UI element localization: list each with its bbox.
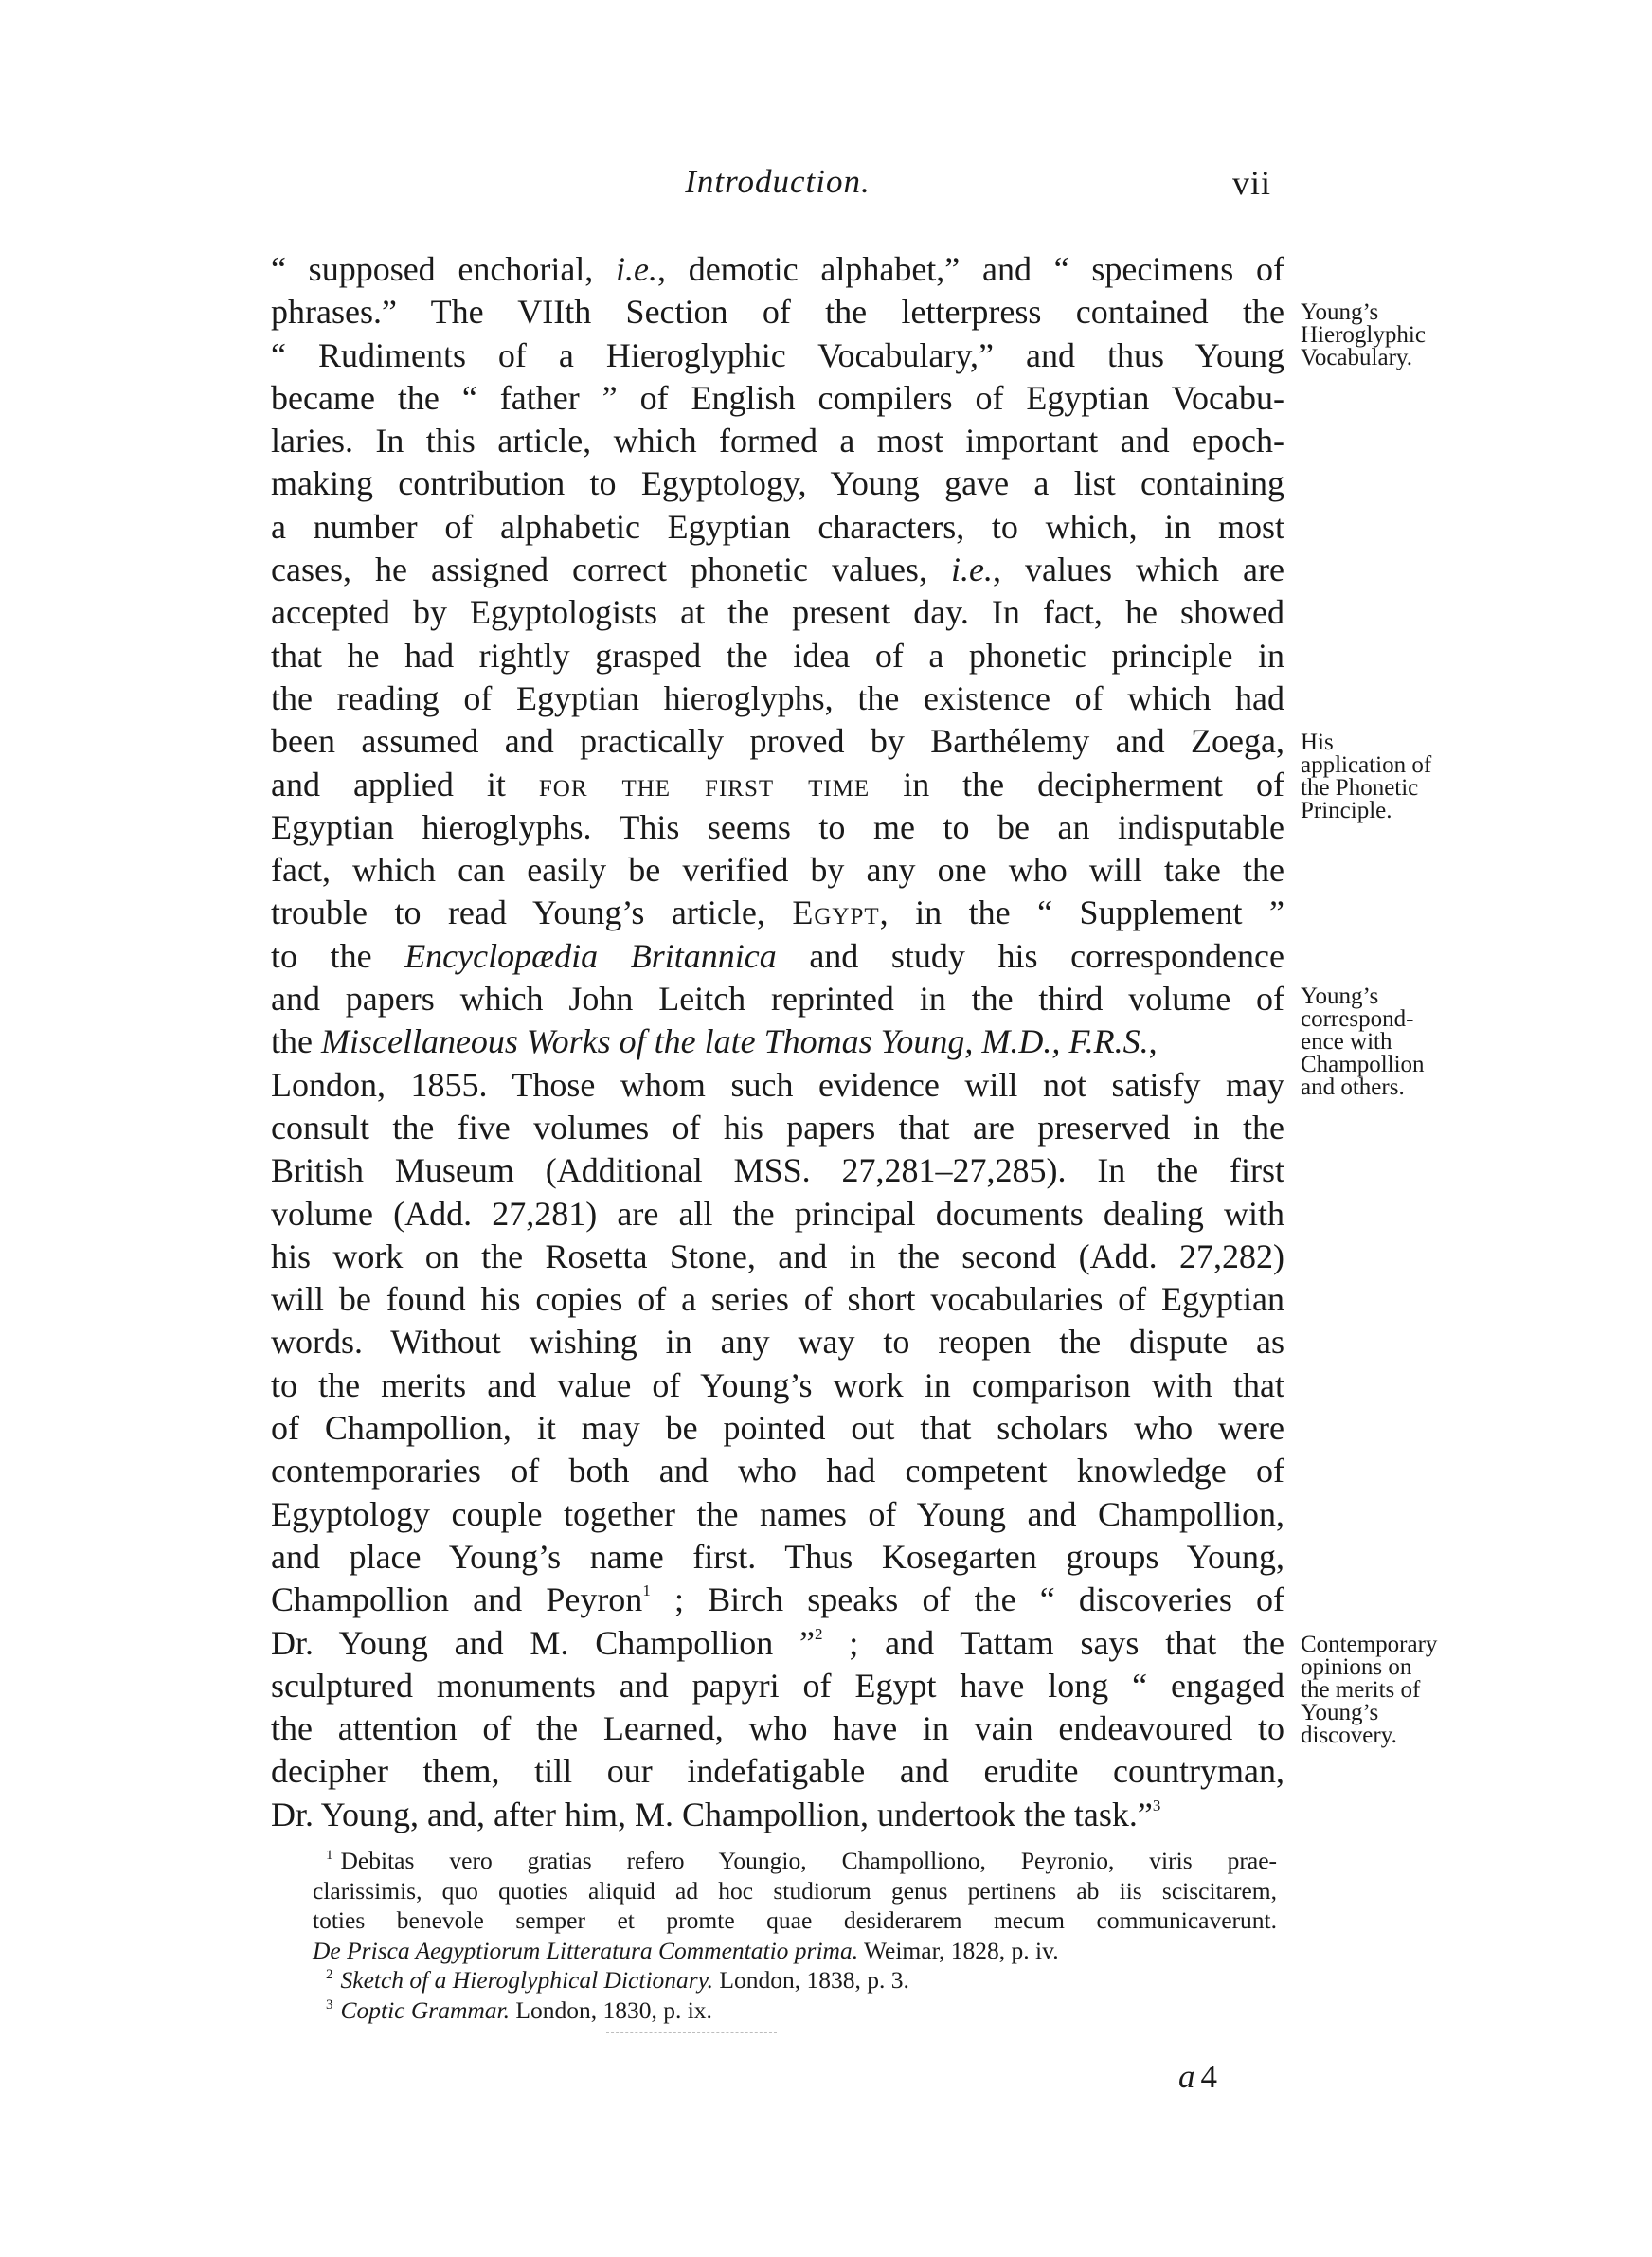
body-line	[271, 1107, 1284, 1149]
body-line	[271, 677, 1284, 720]
sidenote-line: His	[1301, 730, 1334, 755]
text-run: the	[271, 1022, 321, 1061]
footnotes	[313, 1846, 1277, 2025]
sidenote-line: the merits of	[1301, 1677, 1421, 1703]
text-run: London, 1838, p. 3.	[713, 1966, 909, 1994]
text-run: “ Rudiments of a Hieroglyphic Vocabulary,” and thus Young	[271, 335, 1284, 374]
text-run: decipher them, till our indefatigable and erudite countryman,	[271, 1752, 1284, 1791]
body-line	[271, 849, 1284, 892]
body-line	[271, 720, 1284, 763]
text-run: and study his correspondence	[776, 936, 1284, 975]
footnote-line	[313, 1876, 1277, 1906]
body-line	[271, 1622, 1284, 1665]
main-text-block	[271, 248, 1284, 1836]
text-run: a number of alphabetic Egyptian characters, to which, in most	[271, 507, 1284, 546]
body-line	[271, 1064, 1284, 1107]
sidenote-line: Contemporary	[1301, 1632, 1438, 1657]
body-line	[271, 978, 1284, 1020]
footnote-reference: 3	[326, 1996, 333, 2013]
body-line	[271, 1278, 1284, 1321]
body-line	[271, 248, 1284, 291]
text-run: Egyptian hieroglyphs. This seems to me to be an indisputable	[271, 807, 1284, 846]
body-line	[271, 806, 1284, 849]
body-line	[271, 1236, 1284, 1278]
body-line	[271, 591, 1284, 634]
sidenote-line: the Phonetic	[1301, 775, 1419, 801]
body-line	[271, 635, 1284, 677]
text-run: Dr. Young and M. Champollion ”	[271, 1623, 815, 1662]
footnote-line	[313, 1995, 1277, 2026]
body-line	[271, 935, 1284, 978]
text-run: Champollion and Peyron	[271, 1580, 643, 1619]
text-run: and place Young’s name first. Thus Kosegarten groups Young,	[271, 1537, 1284, 1576]
body-line	[271, 1579, 1284, 1621]
text-run: words. Without wishing in any way to reopen the dispute as	[271, 1323, 1284, 1362]
page-number: vii	[1231, 164, 1271, 202]
sidenote-line: ence with	[1301, 1029, 1392, 1055]
body-line	[271, 1665, 1284, 1707]
body-line	[271, 377, 1284, 420]
sidenote-line: application of	[1301, 752, 1432, 778]
body-line	[271, 1750, 1284, 1793]
text-run: Coptic Grammar.	[340, 1995, 511, 2024]
body-line	[271, 334, 1284, 377]
body-line	[271, 506, 1284, 549]
sidenote-line: Young’s	[1301, 299, 1379, 325]
text-run: and papers which John Leitch reprinted in the third volume of	[271, 980, 1284, 1019]
body-line	[271, 1364, 1284, 1407]
text-run: accepted by Egyptologists at the present day. In fact, he showed	[271, 593, 1284, 632]
body-line	[271, 764, 1284, 806]
footnote-reference: 1	[326, 1848, 333, 1863]
body-line	[271, 1407, 1284, 1450]
sidenote-application-of-phonetic-principle	[1301, 731, 1490, 822]
text-run: of Champollion, it may be pointed out that scholars who were	[271, 1409, 1284, 1448]
text-run: ; Birch speaks of the “ discoveries of	[650, 1580, 1285, 1619]
text-run: British Museum (Additional MSS. 27,281–27,285). In the first	[271, 1151, 1284, 1190]
text-run: volume (Add. 27,281) are all the principal documents dealing with	[271, 1194, 1284, 1233]
text-run: De Prisca Aegyptiorum Litteratura Commentatio prima.	[313, 1936, 859, 1964]
text-run: became the “ father ” of English compilers of Egyptian Vocabu-	[271, 378, 1284, 417]
text-run: phrases.” The VIIth Section of the letterpress contained the	[271, 293, 1284, 332]
text-run: London, 1855. Those whom such evidence will not satisfy may	[271, 1065, 1284, 1104]
sidenote-line: Principle.	[1301, 798, 1392, 823]
text-run: Debitas vero gratias refero Youngio, Champolliono, Peyronio, viris prae-	[340, 1847, 1277, 1874]
text-run: i.e.	[616, 250, 657, 288]
text-run: consult the five volumes of his papers that are preserved in the	[271, 1108, 1284, 1147]
text-run: , demotic alphabet,” and “ specimens of	[657, 250, 1284, 288]
footnote-line	[313, 1846, 1277, 1876]
text-run: fact, which can easily be verified by any one who will take the	[271, 851, 1284, 890]
text-run: Egypt	[792, 894, 880, 932]
text-run: contemporaries of both and who had competent knowledge of	[271, 1452, 1284, 1490]
text-run: Encyclopædia Britannica	[404, 936, 777, 975]
sidenote-youngs-correspondence	[1301, 985, 1490, 1099]
body-line	[271, 1149, 1284, 1192]
sidenote-line: correspond-	[1301, 1006, 1414, 1032]
footnote-reference: 2	[326, 1967, 333, 1982]
body-line	[271, 291, 1284, 334]
sidenote-line: Young’s	[1301, 1700, 1379, 1725]
body-line	[271, 1493, 1284, 1536]
text-run: , in the “ Supplement ”	[879, 894, 1284, 932]
text-run: ,	[1148, 1022, 1158, 1061]
signature-mark	[1178, 2058, 1217, 2096]
body-line	[271, 1794, 1284, 1836]
text-run: cases, he assigned correct phonetic values,	[271, 551, 951, 589]
text-run: Sketch of a Hieroglyphical Dictionary.	[340, 1966, 714, 1994]
sidenote-line: Vocabulary.	[1301, 345, 1413, 370]
text-run: that he had rightly grasped the idea of a phonetic principle in	[271, 636, 1284, 675]
body-line	[271, 892, 1284, 934]
text-run: for the first time	[538, 765, 871, 803]
body-line	[271, 1707, 1284, 1750]
text-run: been assumed and practically proved by Barthélemy and Zoega,	[271, 722, 1284, 761]
text-run: to the	[271, 936, 405, 975]
sidenote-contemporary-opinions	[1301, 1634, 1490, 1747]
text-run: and applied it	[271, 765, 539, 803]
footnote-reference: 2	[815, 1624, 823, 1643]
sidenote-line: opinions on	[1301, 1654, 1412, 1680]
body-line	[271, 1536, 1284, 1579]
body-line	[271, 1450, 1284, 1492]
text-run: the attention of the Learned, who have in vain endeavoured to	[271, 1709, 1284, 1748]
signature-number: 4	[1200, 2058, 1217, 2095]
text-run: will be found his copies of a series of short vocabularies of Egyptian	[271, 1280, 1284, 1319]
text-run: “ supposed enchorial,	[271, 250, 617, 288]
text-run: laries. In this article, which formed a most important and epoch-	[271, 422, 1284, 460]
sidenote-line: and others.	[1301, 1074, 1405, 1100]
signature-letter: a	[1178, 2058, 1195, 2095]
text-run: the reading of Egyptian hieroglyphs, the existence of which had	[271, 678, 1284, 717]
footnote-line	[313, 1965, 1277, 1995]
text-run: ; and Tattam says that the	[822, 1623, 1284, 1662]
text-run: in the decipherment of	[870, 765, 1284, 803]
text-run: i.e.	[951, 551, 993, 589]
running-title: Introduction.	[685, 163, 871, 200]
text-run: clarissimis, quo quoties aliquid ad hoc studiorum genus pertinens ab iis sciscitarem,	[313, 1876, 1277, 1905]
text-run: Egyptology couple together the names of Young and Champollion,	[271, 1494, 1284, 1533]
body-line	[271, 549, 1284, 591]
text-run: sculptured monuments and papyri of Egypt have long “ engaged	[271, 1666, 1284, 1705]
body-line	[271, 462, 1284, 505]
text-run: trouble to read Young’s article,	[271, 894, 793, 932]
running-head	[271, 163, 1284, 210]
text-run: toties benevole semper et promte quae desiderarem mecum communicaverunt.	[313, 1906, 1277, 1934]
sidenote-line: Young’s	[1301, 984, 1379, 1009]
text-run: Miscellaneous Works of the late Thomas Young, M.D., F.R.S.	[320, 1022, 1149, 1061]
footnote-reference: 1	[642, 1581, 651, 1600]
text-run: London, 1830, p. ix.	[510, 1995, 712, 2024]
footnote-line	[313, 1936, 1277, 1966]
body-line	[271, 1193, 1284, 1236]
body-line	[271, 1020, 1284, 1063]
text-run: to the merits and value of Young’s work in comparison with that	[271, 1365, 1284, 1404]
footer-rule	[606, 2032, 777, 2033]
sidenote-line: discovery.	[1301, 1723, 1397, 1748]
body-line	[271, 1321, 1284, 1363]
text-run: Dr. Young, and, after him, M. Champollion, undertook the task.”	[271, 1795, 1153, 1833]
footnote-reference: 3	[1152, 1796, 1161, 1815]
text-run: Weimar, 1828, p. iv.	[858, 1936, 1059, 1964]
text-run: making contribution to Egyptology, Young gave a list containing	[271, 464, 1284, 503]
footnote-line	[313, 1905, 1277, 1936]
text-run: his work on the Rosetta Stone, and in the second (Add. 27,282)	[271, 1237, 1284, 1275]
sidenote-youngs-hieroglyphic-vocabulary	[1301, 301, 1490, 370]
body-line	[271, 420, 1284, 462]
sidenote-line: Champollion	[1301, 1052, 1425, 1077]
sidenote-line: Hieroglyphic	[1301, 322, 1426, 348]
text-run: , values which are	[992, 551, 1284, 589]
